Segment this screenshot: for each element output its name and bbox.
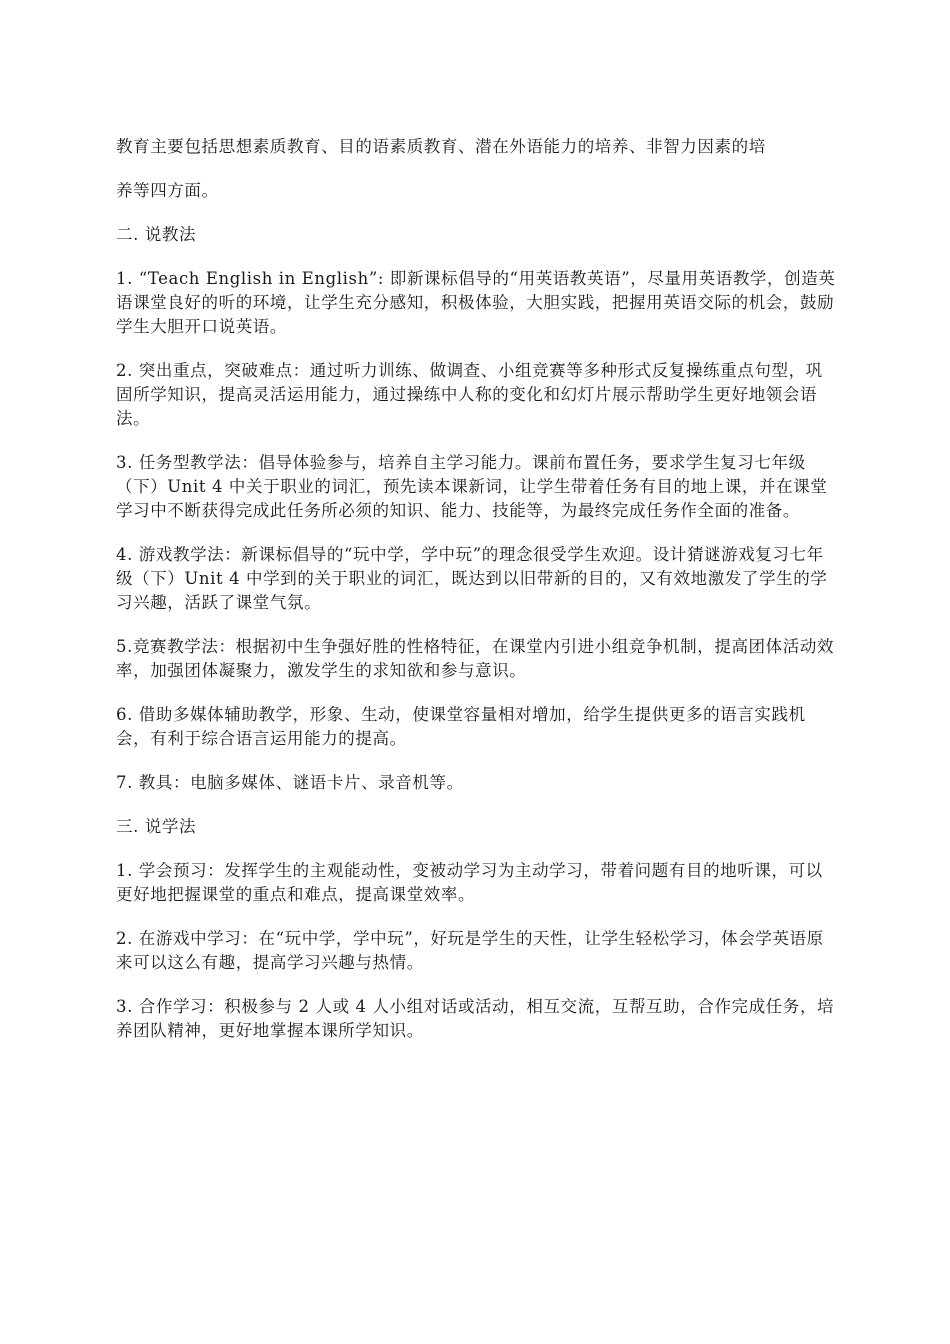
paragraph-learning-3: 3. 合作学习：积极参与 2 人或 4 人小组对话或活动，相互交流，互帮互助，合作完成任务，培养团队精神，更好地掌握本课所学知识。: [116, 997, 835, 1040]
section-heading-learning-methods: 三. 说学法: [116, 817, 197, 836]
section-heading-teaching-methods: 二. 说教法: [116, 225, 197, 244]
paragraph-method-6: 6. 借助多媒体辅助教学，形象、生动，使课堂容量相对增加，给学生提供更多的语言实践机会，有利于综合语言运用能力的提高。: [116, 705, 806, 748]
paragraph-method-2: 2. 突出重点，突破难点：通过听力训练、做调查、小组竞赛等多种形式反复操练重点句型，巩固所学知识，提高灵活运用能力，通过操练中人称的变化和幻灯片展示帮助学生更好地领会语法。: [116, 361, 823, 428]
paragraph-method-4: 4. 游戏教学法：新课标倡导的“玩中学，学中玩”的理念很受学生欢迎。设计猜谜游戏复习七年级（下）Unit 4 中学到的关于职业的词汇，既达到以旧带新的目的，又有效地激发了学生的学习兴趣，活跃了课堂气氛。: [116, 545, 828, 612]
paragraph-learning-2: 2. 在游戏中学习：在“玩中学，学中玩”，好玩是学生的天性，让学生轻松学习，体会学英语原来可以这么有趣，提高学习兴趣与热情。: [116, 929, 824, 972]
paragraph-method-1: 1. “Teach English in English”: 即新课标倡导的“用英语教英语”，尽量用英语教学，创造英语课堂良好的听的环境，让学生充分感知，积极体验，大胆实践，把握用英语交际的机会，鼓励学生大胆开口说英语。: [116, 269, 836, 336]
paragraph-intro-line1: 教育主要包括思想素质教育、目的语素质教育、潜在外语能力的培养、非智力因素的培: [116, 137, 766, 156]
paragraph-method-5: 5.竞赛教学法：根据初中生争强好胜的性格特征，在课堂内引进小组竞争机制，提高团体活动效率，加强团体凝聚力，激发学生的求知欲和参与意识。: [116, 637, 835, 680]
paragraph-learning-1: 1. 学会预习：发挥学生的主观能动性，变被动学习为主动学习，带着问题有目的地听课，可以更好地把握课堂的重点和难点，提高课堂效率。: [116, 861, 823, 904]
paragraph-method-3: 3. 任务型教学法：倡导体验参与，培养自主学习能力。课前布置任务，要求学生复习七年级（下）Unit 4 中关于职业的词汇，预先读本课新词，让学生带着任务有目的地上课，并在课堂学习中不断获得完成此任务所必须的知识、能力、技能等，为最终完成任务作全面的准备。: [116, 453, 828, 520]
paragraph-method-7: 7. 教具：电脑多媒体、谜语卡片、录音机等。: [116, 773, 464, 792]
document-body: [116, 135, 836, 1063]
paragraph-intro-line2: 养等四方面。: [116, 181, 219, 200]
